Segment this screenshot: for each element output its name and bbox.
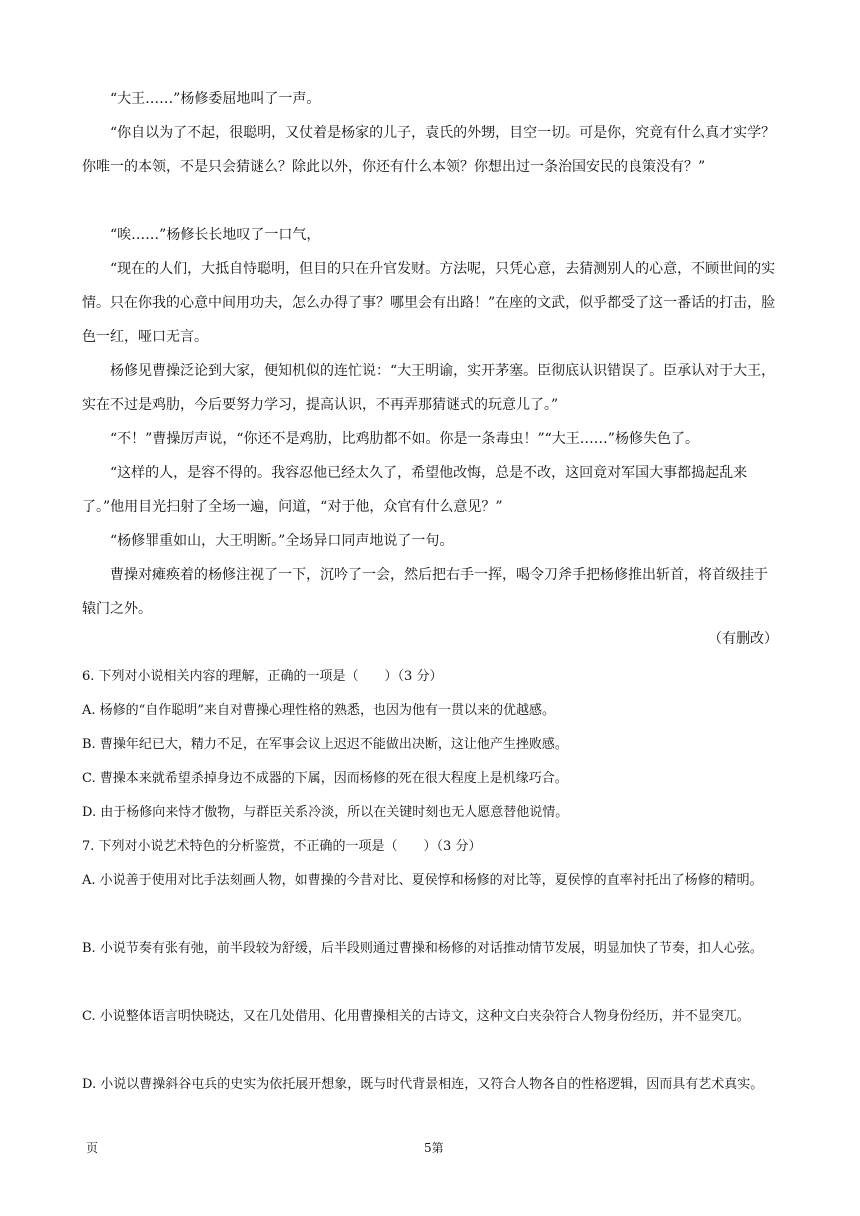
question-7-option-a: A. 小说善于使用对比手法刻画人物，如曹操的今昔对比、夏侯惇和杨修的对比等，夏侯惇的直率衬托出了杨修的精明。 <box>82 873 763 888</box>
question-7-option-d: D. 小说以曹操斜谷屯兵的史实为依托展开想象，既与时代背景相连，又符合人物各自的性格逻辑，因而具有艺术真实。 <box>82 1077 764 1092</box>
question-7-option-c: C. 小说整体语言明快晓达，又在几处借用、化用曹操相关的古诗文，这种文白夹杂符合人物身份经历，并不显突兀。 <box>82 1009 750 1024</box>
source-note: （有删改） <box>708 631 778 647</box>
paragraph-6: “不！”曹操厉声说，“你还不是鸡肋，比鸡肋都不如。你是一条毒虫！”“大王……”杨修失色了。 <box>110 431 699 447</box>
footer-page-number: 5第 <box>424 1141 444 1155</box>
footer-left: 页 <box>86 1141 99 1155</box>
paragraph-9: 曹操对瘫痪着的杨修注视了一下，沉吟了一会，然后把右手一挥，喝令刀斧手把杨修推出斩首，将首级挂于辕门之外。 <box>82 567 768 617</box>
paragraph-4: “现在的人们，大抵自恃聪明，但目的只在升官发财。方法呢，只凭心意，去猜测别人的心意，不顾世间的实情。只在你我的心意中间用功夫，怎么办得了事？哪里会有出路！”在座的文武，似乎都受了这一番话的打击，脸色一红，哑口无言。 <box>82 261 776 345</box>
paragraph-1: “大王……”杨修委屈地叫了一声。 <box>110 91 321 107</box>
question-7-stem: 7. 下列对小说艺术特色的分析鉴赏，不正确的一项是（ ）（3 分） <box>82 839 482 854</box>
paragraph-2: “你自以为了不起，很聪明，又仗着是杨家的儿子，袁氏的外甥，目空一切。可是你，究竟有什么真才实学？你唯一的本领，不是只会猜谜么？除此以外，你还有什么本领？你想出过一条治国安民的良策没有？” <box>82 125 776 175</box>
question-6-option-d: D. 由于杨修向来恃才傲物，与群臣关系冷淡，所以在关键时刻也无人愿意替他说情。 <box>82 805 569 820</box>
question-6-stem: 6. 下列对小说相关内容的理解，正确的一项是（ ）（3 分） <box>82 669 443 684</box>
paragraph-8: “杨修罪重如山，大王明断。”全场异口同声地说了一句。 <box>110 533 454 549</box>
paragraph-5: 杨修见曹操泛论到大家，便知机似的连忙说：“大王明谕，实开茅塞。臣彻底认识错误了。臣承认对于大王，实在不过是鸡肋，今后要努力学习，提高认识，不再弄那猜谜式的玩意儿了。” <box>82 363 776 413</box>
question-7-option-b: B. 小说节奏有张有弛，前半段较为舒缓，后半段则通过曹操和杨修的对话推动情节发展，明显加快了节奏，扣人心弦。 <box>82 941 763 956</box>
paragraph-3: “唉……”杨修长长地叹了一口气， <box>110 227 321 243</box>
question-6-option-c: C. 曹操本来就希望杀掉身边不成器的下属，因而杨修的死在很大程度上是机缘巧合。 <box>82 771 568 786</box>
question-6-option-a: A. 杨修的“自作聪明”来自对曹操心理性格的熟悉，也因为他有一贯以来的优越感。 <box>82 703 555 718</box>
paragraph-7: “这样的人，是容不得的。我容忍他已经太久了，希望他改悔，总是不改，这回竟对军国大事都捣起乱来了。”他用目光扫射了全场一遍，问道，“对于他，众官有什么意见？” <box>82 465 748 515</box>
question-6-option-b: B. 曹操年纪已大，精力不足，在军事会议上迟迟不能做出决断，这让他产生挫败感。 <box>82 737 568 752</box>
